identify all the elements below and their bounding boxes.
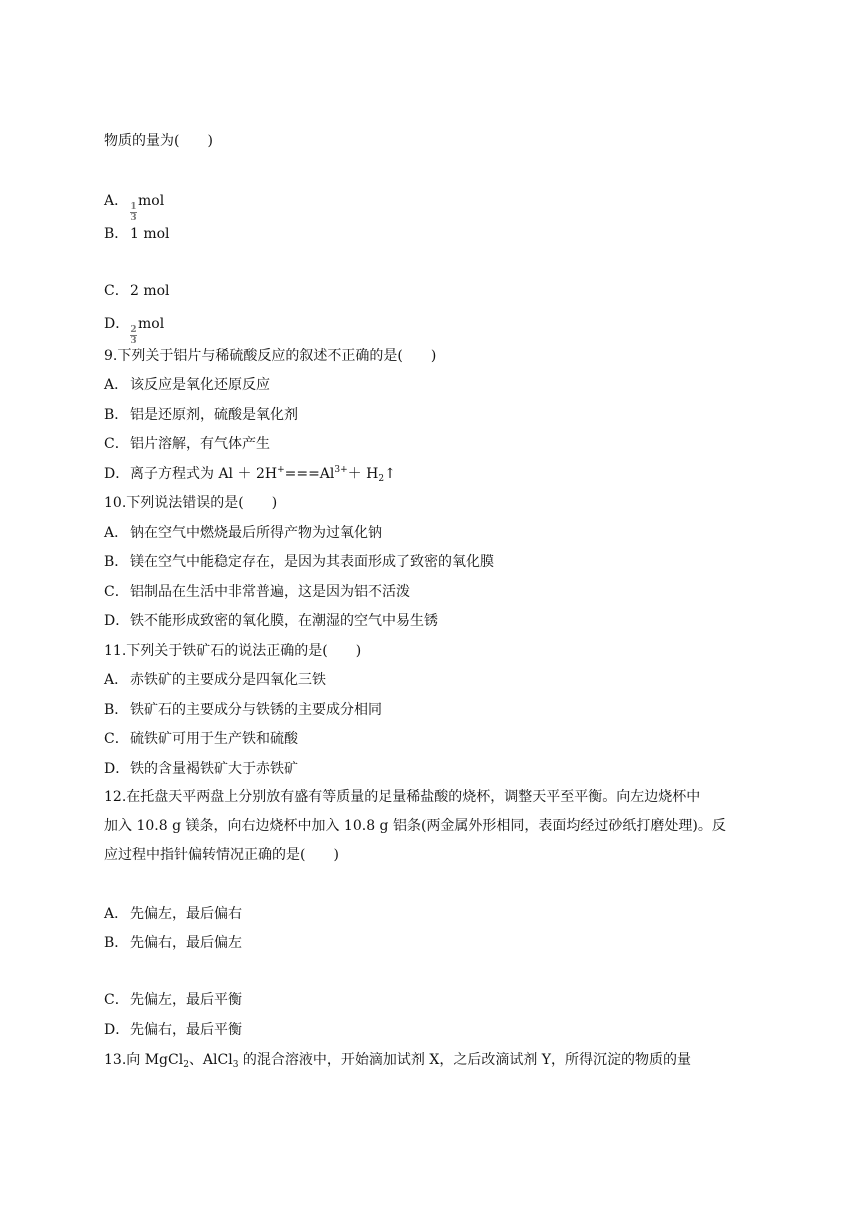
option-text: 铁的含量褐铁矿大于赤铁矿 [130,761,298,777]
q12-option-a [104,904,242,924]
q10-option-d [104,611,438,631]
option-key: B． [104,702,129,718]
option-key: C． [104,992,129,1008]
option-text: 先偏左，最后偏右 [130,906,242,922]
q11-option-a [104,670,326,690]
arrow-up-icon: ↑ [384,466,396,482]
q12-option-c [104,990,242,1010]
q11-option-d [104,759,298,779]
q11-option-c [104,729,298,749]
denominator: 3 [130,213,137,224]
numerator: 2 [130,325,137,336]
option-key: B． [104,935,129,951]
option-key: C． [104,731,129,747]
option-text: 先偏左，最后平衡 [130,992,242,1008]
option-text: 该反应是氧化还原反应 [130,377,270,393]
option-key: C． [104,283,129,299]
option-text: 镁在空气中能稳定存在，是因为其表面形成了致密的氧化膜 [130,554,494,570]
option-text: 1 mol [130,226,170,242]
option-key: A． [104,906,129,922]
option-text: 铝制品在生活中非常普遍，这是因为铝不活泼 [130,584,410,600]
option-key: D． [104,761,130,777]
option-text: 铝是还原剂，硫酸是氧化剂 [130,407,298,423]
q12-stem-line: 应过程中指针偏转情况正确的是( ) [104,847,339,863]
q9-stem: 9.下列关于铝片与稀硫酸反应的叙述不正确的是( ) [104,348,437,364]
option-text: 钠在空气中燃烧最后所得产物为过氧化钠 [130,525,382,541]
q12-option-d [104,1020,242,1040]
option-key: A． [104,525,129,541]
option-key: B． [104,407,129,423]
option-text: 硫铁矿可用于生产铁和硫酸 [130,731,298,747]
q10-option-b [104,552,494,572]
option-text: 铁矿石的主要成分与铁锈的主要成分相同 [130,702,382,718]
option-text: 先偏右，最后偏左 [130,935,242,951]
q12-option-b [104,933,242,953]
q8-option-c [104,281,170,301]
option-key: A． [104,672,129,688]
option-text: 2 mol [130,283,170,299]
option-key: C． [104,584,129,600]
q10-option-a [104,523,382,543]
option-key: A． [104,377,129,393]
q9-option-d [104,464,396,484]
q12-stem [104,783,764,870]
fraction-one-third [130,203,137,222]
q10-option-c [104,582,410,602]
ionic-equation: 离子方程式为 $Al + 2H^+===Al^{3+}+$ $H_2↑$ [130,465,396,484]
q8-option-b [104,224,170,244]
fraction-two-thirds [130,326,137,345]
denominator: 3 [130,336,137,347]
q12-stem-line: 加入 10.8 g 镁条，向右边烧杯中加入 10.8 g 铝条(两金属外形相同，表面均经过砂纸打磨处理)。反 [104,818,726,834]
q8-stem-tail: 物质的量为( ) [104,133,213,149]
option-text: 赤铁矿的主要成分是四氧化三铁 [130,672,326,688]
option-key: A． [104,193,129,209]
option-text: 铝片溶解，有气体产生 [130,436,270,452]
option-key: D． [104,316,130,332]
option-key: D． [104,1022,130,1038]
q10-stem: 10.下列说法错误的是( ) [104,495,278,511]
q8-option-a [104,191,164,222]
option-key: B． [104,226,129,242]
option-text: 先偏右，最后平衡 [130,1022,242,1038]
q8-option-d [104,314,164,345]
option-text: 铁不能形成致密的氧化膜，在潮湿的空气中易生锈 [130,613,438,629]
q12-stem-line: 12.在托盘天平两盘上分别放有盛有等质量的足量稀盐酸的烧杯，调整天平至平衡。向左边烧杯中 [104,789,701,805]
unit: mol [138,316,165,332]
q9-option-a [104,375,270,395]
q9-option-b [104,405,298,425]
numerator: 1 [130,202,137,213]
q11-option-b [104,700,382,720]
option-key: B． [104,554,129,570]
unit: mol [138,193,165,209]
q11-stem: 11.下列关于铁矿石的说法正确的是( ) [104,643,362,659]
q9-option-c [104,434,270,454]
option-key: D． [104,466,130,482]
q13-stem: 13.向 MgCl$_2$、AlCl$_3$ 的混合溶液中，开始滴加试剂 X，之后改滴试剂 Y，所得沉淀的物质的量 [104,1052,692,1070]
option-key: C． [104,436,129,452]
option-key: D． [104,613,130,629]
